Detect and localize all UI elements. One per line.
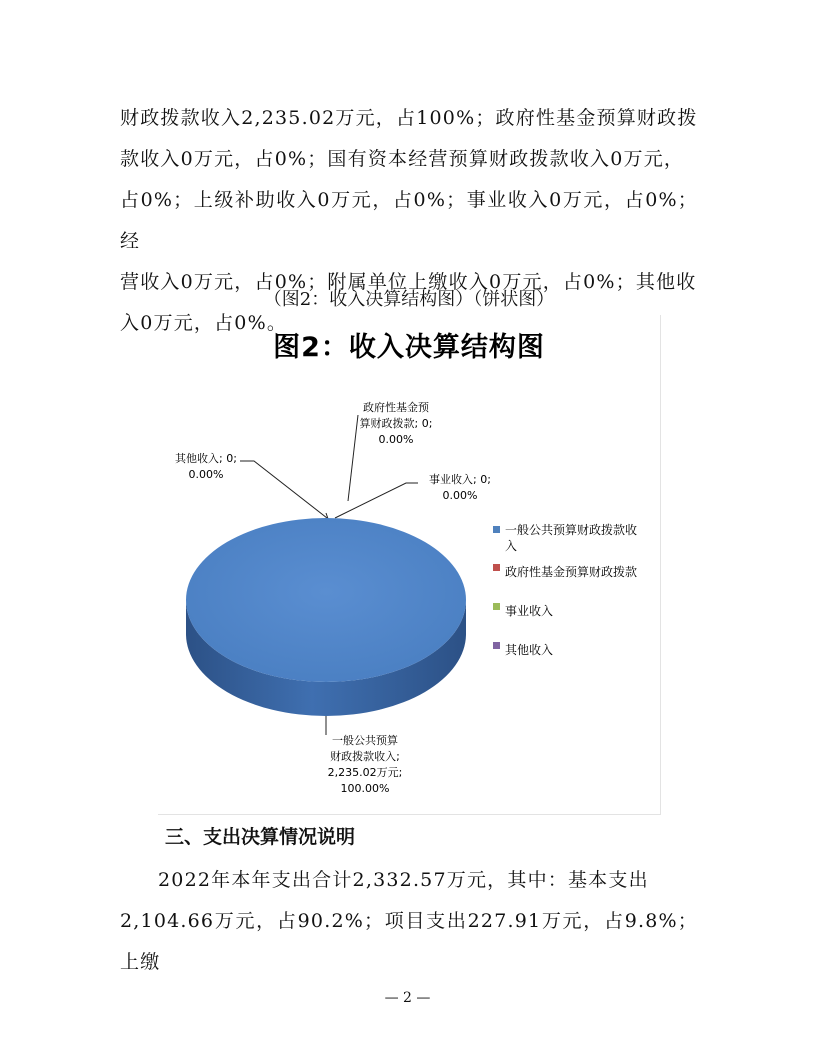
data-label-line: 政府性基金预 — [363, 401, 429, 414]
legend-label: 入 — [505, 539, 518, 553]
text-line: 款收入0万元，占0%；国有资本经营预算财政拨款收入0万元， — [120, 148, 685, 170]
legend-text-3: 其他收入 — [505, 643, 554, 657]
data-label-line: 2,235.02万元; — [327, 766, 403, 779]
text-line: 2022年本年支出合计2,332.57万元，其中：基本支出 — [158, 869, 649, 891]
pie-group — [186, 518, 466, 716]
data-label-general-budget — [310, 733, 420, 797]
legend-swatch — [493, 526, 500, 533]
section-heading: 三、支出决算情况说明 — [165, 826, 356, 848]
data-label-line: 一般公共预算 — [332, 734, 398, 747]
text-line: 营收入0万元，占0%；附属单位上缴收入0万元，占0%；其他收 — [120, 271, 697, 293]
data-label-gov-fund — [346, 400, 446, 448]
legend-swatch — [493, 564, 500, 571]
data-label-line: 100.00% — [340, 782, 390, 795]
text-line: 入0万元，占0%。 — [120, 312, 288, 334]
legend-text-1: 政府性基金预算财政拨款 — [505, 565, 638, 579]
pie-chart — [158, 315, 661, 815]
legend-text-0 — [505, 522, 637, 554]
chart-title: 图2：收入决算结构图 — [273, 332, 545, 363]
data-label-other — [162, 451, 250, 483]
leader-line — [240, 461, 327, 518]
data-label-business — [416, 472, 504, 504]
data-label-line: 0.00% — [378, 433, 414, 446]
legend — [493, 526, 500, 649]
legend-swatch — [493, 642, 500, 649]
data-label-line: 事业收入; 0; — [429, 473, 491, 486]
leader-line — [335, 483, 418, 518]
legend-text-2: 事业收入 — [505, 604, 554, 618]
expenditure-paragraph — [120, 860, 698, 983]
data-label-line: 财政拨款收入; — [330, 750, 400, 763]
data-label-line: 0.00% — [188, 468, 224, 481]
data-label-line: 其他收入; 0; — [175, 452, 237, 465]
legend-swatch — [493, 603, 500, 610]
text-line: 占0%；上级补助收入0万元，占0%；事业收入0万元，占0%；经 — [120, 189, 698, 252]
figure-caption: （图2：收入决算结构图）（饼状图） — [263, 289, 555, 310]
legend-label: 一般公共预算财政拨款收 — [505, 523, 638, 537]
data-label-line: 算财政拨款; 0; — [359, 417, 433, 430]
text-line: 财政拨款收入2,235.02万元，占100%；政府性基金预算财政拨 — [120, 107, 698, 129]
data-label-line: 0.00% — [442, 489, 478, 502]
pie-slice — [186, 518, 466, 682]
text-line: 2,104.66万元，占90.2%；项目支出227.91万元，占9.8%；上缴 — [120, 910, 698, 973]
page-number: — 2 — — [384, 990, 431, 1006]
